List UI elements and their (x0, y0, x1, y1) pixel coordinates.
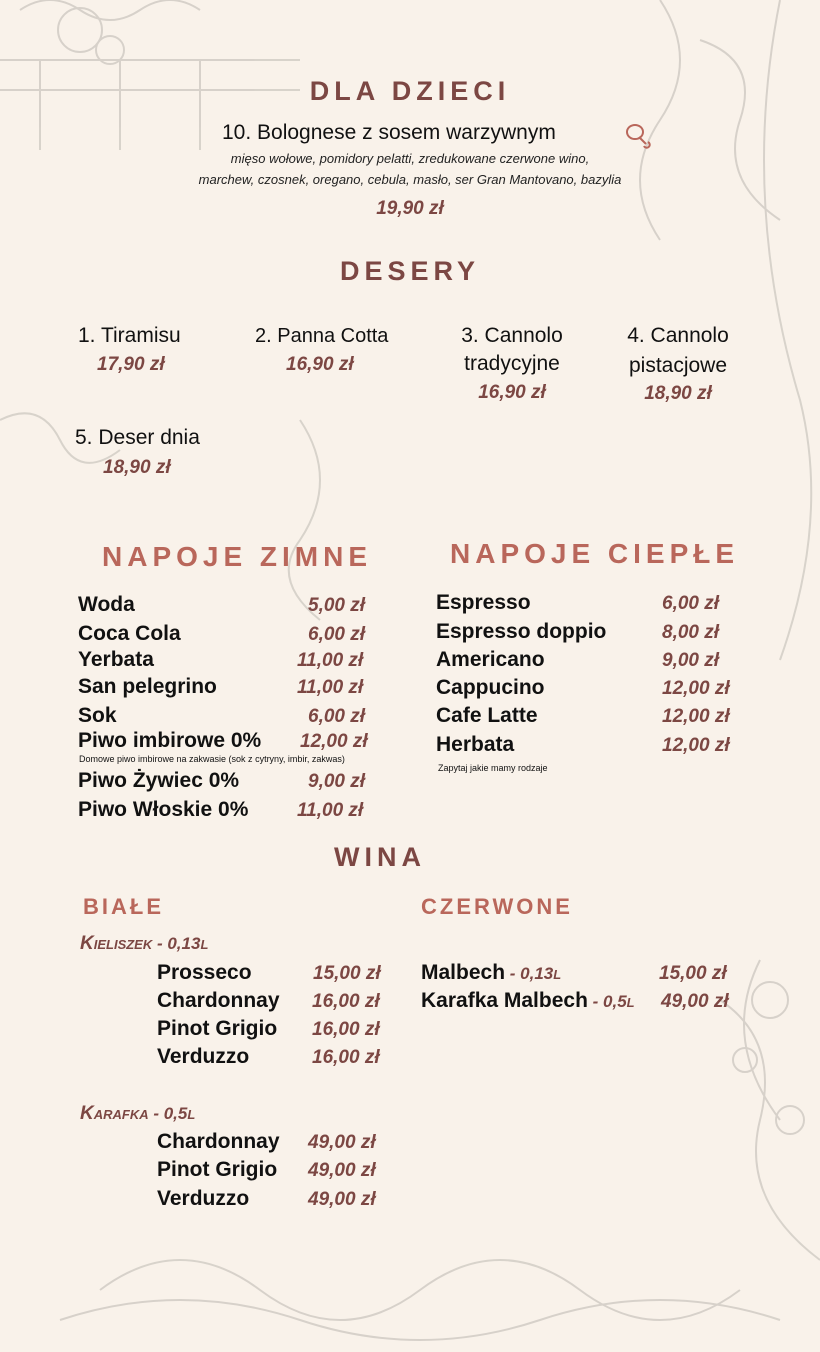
cold-drink-name: San pelegrino (78, 675, 217, 698)
hot-drink-price: 9,00 zł (662, 650, 720, 671)
white-wine-carafe-price: 49,00 zł (308, 1189, 376, 1210)
red-wine-name: Karafka Malbech - 0,5L (421, 989, 635, 1012)
section-title-napoje-cieple: NAPOJE CIEPŁE (450, 538, 740, 569)
hot-drink-name: Cafe Latte (436, 704, 538, 727)
cold-drink-name: Woda (78, 593, 135, 616)
white-wine-carafe-name: Chardonnay (157, 1130, 280, 1153)
cold-drink-price: 12,00 zł (300, 731, 368, 752)
dessert-name: 2. Panna Cotta (255, 325, 389, 347)
cold-drink-name: Coca Cola (78, 622, 181, 645)
dessert-price: 16,90 zł (478, 382, 546, 403)
dessert-name: 3. Cannolo (461, 324, 563, 347)
white-wine-glass-price: 16,00 zł (312, 1047, 380, 1068)
dessert-name-line2: pistacjowe (628, 354, 728, 377)
dessert-name: 1. Tiramisu (78, 324, 181, 347)
dessert-price: 17,90 zł (97, 354, 165, 375)
white-wine-carafe-name: Verduzzo (157, 1187, 250, 1210)
cold-drink-price: 11,00 zł (297, 650, 364, 671)
hot-drink-name: Espresso (436, 591, 531, 614)
wine-serving-label-karafka: KARAFKA - 0,5L (80, 1103, 196, 1124)
dessert-price: 18,90 zł (103, 457, 171, 478)
white-wine-glass-name: Pinot Grigio (157, 1017, 278, 1040)
white-wine-carafe-name: Pinot Grigio (157, 1158, 278, 1181)
cold-drink-price: 9,00 zł (308, 771, 366, 792)
white-wine-carafe-price: 49,00 zł (308, 1160, 376, 1181)
hot-drink-name: Herbata (436, 733, 515, 756)
hot-drink-price: 8,00 zł (662, 622, 720, 643)
white-wine-glass-name: Prosseco (157, 961, 252, 984)
kids-item-name: 10. Bolognese z sosem warzywnym (222, 121, 556, 144)
hot-drink-price: 12,00 zł (662, 735, 730, 756)
white-wine-glass-price: 16,00 zł (312, 1019, 380, 1040)
hot-drink-price: 6,00 zł (662, 593, 720, 614)
cold-drink-name: Piwo Włoskie 0% (78, 798, 249, 821)
cold-drink-price: 11,00 zł (297, 800, 364, 821)
cold-drink-note: Domowe piwo imbirowe na zakwasie (sok z cytryny, imbir, zakwas) (79, 754, 345, 764)
red-wine-price: 49,00 zł (661, 991, 729, 1012)
cold-drink-name: Piwo imbirowe 0% (78, 729, 262, 752)
wine-subtitle-czerwone: CZERWONE (421, 894, 573, 919)
white-wine-carafe-price: 49,00 zł (308, 1132, 376, 1153)
cold-drink-name: Piwo Żywiec 0% (78, 769, 240, 792)
hot-drink-name: Cappucino (436, 676, 545, 699)
dessert-name-line2: tradycyjne (464, 352, 560, 375)
cold-drink-name: Yerbata (78, 648, 154, 671)
white-wine-glass-name: Chardonnay (157, 989, 280, 1012)
hot-drink-name: Espresso doppio (436, 620, 607, 643)
white-wine-glass-name: Verduzzo (157, 1045, 250, 1068)
dessert-name: 4. Cannolo (627, 324, 729, 347)
kids-item-price: 19,90 zł (376, 198, 444, 219)
cold-drink-price: 6,00 zł (308, 624, 366, 645)
dessert-price: 16,90 zł (286, 354, 354, 375)
section-title-napoje-zimne: NAPOJE ZIMNE (102, 541, 373, 572)
white-wine-glass-price: 15,00 zł (313, 963, 381, 984)
cold-drink-price: 5,00 zł (308, 595, 366, 616)
cold-drink-name: Sok (78, 704, 117, 727)
wine-serving-label-kieliszek: KIELISZEK - 0,13L (80, 933, 209, 954)
cold-drink-price: 11,00 zł (297, 677, 364, 698)
hot-drink-name: Americano (436, 648, 545, 671)
section-title-wina: WINA (334, 842, 426, 872)
hot-drink-price: 12,00 zł (662, 678, 730, 699)
cold-drink-price: 6,00 zł (308, 706, 366, 727)
hot-drink-note: Zapytaj jakie mamy rodzaje (438, 763, 548, 773)
white-wine-glass-price: 16,00 zł (312, 991, 380, 1012)
meat-leg-icon (624, 122, 652, 150)
kids-item-desc-2: marchew, czosnek, oregano, cebula, masło, ser Gran Mantovano, bazylia (198, 172, 622, 187)
hot-drink-price: 12,00 zł (662, 706, 730, 727)
dessert-price: 18,90 zł (644, 383, 712, 404)
red-wine-price: 15,00 zł (659, 963, 727, 984)
dessert-name: 5. Deser dnia (75, 426, 200, 449)
wine-subtitle-biale: BIAŁE (83, 894, 164, 919)
section-title-desery: DESERY (339, 256, 481, 286)
red-wine-name: Malbech - 0,13L (421, 961, 562, 984)
section-title-dla-dzieci: DLA DZIECI (309, 76, 511, 106)
kids-item-desc-1: mięso wołowe, pomidory pelatti, zredukowane czerwone wino, (230, 151, 590, 166)
